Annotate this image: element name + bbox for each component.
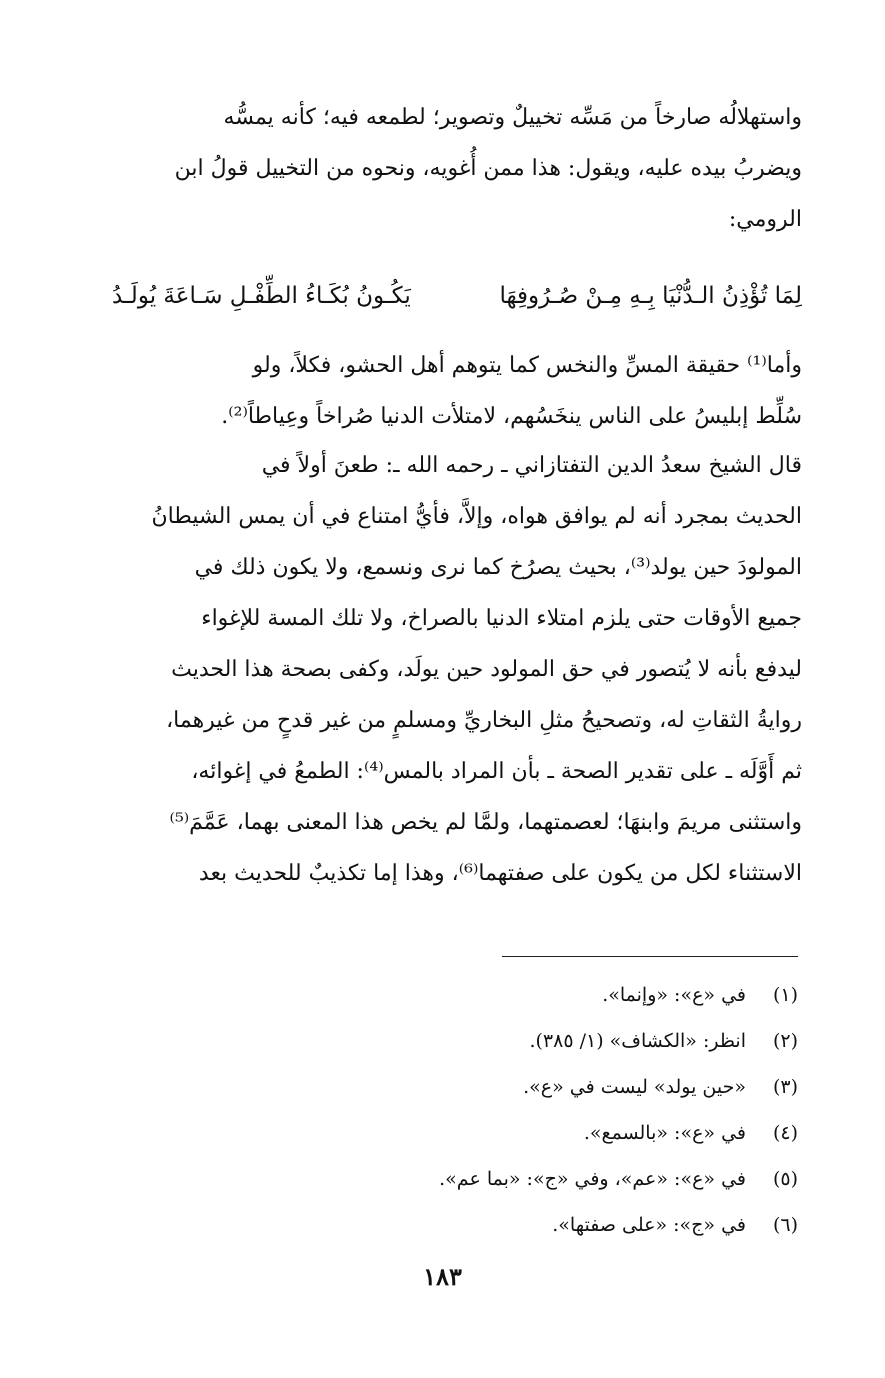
- footnote-text: في «ج»: «على صفتها».: [552, 1214, 746, 1236]
- text-line: المولودَ حين يولد⁽³⁾، بحيث يصرُخ كما نرى ونسمع، ولا يكون ذلك في: [194, 555, 802, 580]
- paragraph-touch-reality: [82, 340, 802, 442]
- text-line: روايةُ الثقاتِ له، وتصحيحُ مثلِ البخاريِّ ومسلمٍ من غير قدحٍ من غيرهما،: [166, 708, 802, 733]
- footnote-item: [82, 972, 798, 1018]
- text-line: ثم أَوَّلَه ـ على تقدير الصحة ـ بأن المراد بالمس⁽⁴⁾: الطمعُ في إغوائه،: [191, 759, 802, 784]
- text-line: الحديث بمجرد أنه لم يوافق هواه، وإلاَّ، فأيُّ امتناع في أن يمس الشيطانُ: [151, 504, 802, 529]
- verse-first-hemistich: لِمَا تُؤْذِنُ الـدُّنْيَا بِـهِ مِـنْ صُـرُوفِهَا: [499, 283, 802, 309]
- text-line: جميع الأوقات حتى يلزم امتلاء الدنيا بالصراخ، ولا تلك المسة للإغواء: [201, 606, 802, 631]
- footnote-number: (٣): [772, 1076, 798, 1098]
- page-number: ١٨٣: [423, 1262, 462, 1291]
- text-line: وأما⁽¹⁾ حقيقة المسِّ والنخس كما يتوهم أهل الحشو، فكلاً، ولو: [252, 353, 802, 378]
- text-line: الرومي:: [728, 207, 802, 232]
- text-line: ليدفع بأنه لا يُتصور في حق المولود حين يولَد، وكفى بصحة هذا الحديث: [171, 657, 802, 682]
- footnote-text: في «ع»: «عم»، وفي «ج»: «بما عم».: [439, 1168, 746, 1190]
- footnote-item: [82, 1202, 798, 1248]
- verse-second-hemistich: يَكُـونُ بُكَـاءُ الطِّفْـلِ سَـاعَةَ يُولَـدُ: [112, 283, 411, 309]
- footnote-item: [82, 1018, 798, 1064]
- footnote-text: «حين يولد» ليست في «ع».: [523, 1076, 746, 1098]
- paragraph-ibn-rumi-intro: [82, 92, 802, 245]
- text-line: قال الشيخ سعدُ الدين التفتازاني ـ رحمه الله ـ: طعنَ أولاً في: [261, 453, 802, 478]
- footnote-number: (٦): [772, 1214, 798, 1236]
- footnote-text: انظر: «الكشاف» (١/ ٣٨٥).: [529, 1030, 746, 1052]
- footnote-number: (١): [772, 984, 798, 1006]
- footnote-number: (٥): [772, 1168, 798, 1190]
- text-line: واستهلالُه صارخاً من مَسِّه تخييلٌ وتصوير؛ لطمعه فيه؛ كأنه يمسُّه: [223, 105, 802, 130]
- footnote-number: (٤): [772, 1122, 798, 1144]
- poetry-verse: [82, 268, 802, 324]
- footnote-text: في «ع»: «بالسمع».: [583, 1122, 746, 1144]
- footnote-text: في «ع»: «وإنما».: [602, 984, 746, 1006]
- footnote-item: [82, 1064, 798, 1110]
- footnote-number: (٢): [772, 1030, 798, 1052]
- footnote-item: [82, 1156, 798, 1202]
- footnote-item: [82, 1110, 798, 1156]
- footnotes: [82, 972, 798, 1248]
- footnote-divider: [502, 956, 798, 957]
- paragraph-taftazani: [82, 440, 802, 899]
- text-line: واستثنى مريمَ وابنهَا؛ لعصمتهما، ولمَّا لم يخص هذا المعنى بهما، عَمَّمَ⁽⁵⁾: [169, 810, 802, 835]
- text-line: الاستثناء لكل من يكون على صفتهما⁽⁶⁾، وهذا إما تكذيبٌ للحديث بعد: [198, 861, 802, 886]
- text-line: سُلِّط إبليسُ على الناس ينخَسُهم، لامتلأت الدنيا صُراخاً وعِياطاً⁽²⁾.: [221, 404, 802, 429]
- text-line: ويضربُ بيده عليه، ويقول: هذا ممن أُغويه، ونحوه من التخييل قولُ ابن: [174, 156, 802, 181]
